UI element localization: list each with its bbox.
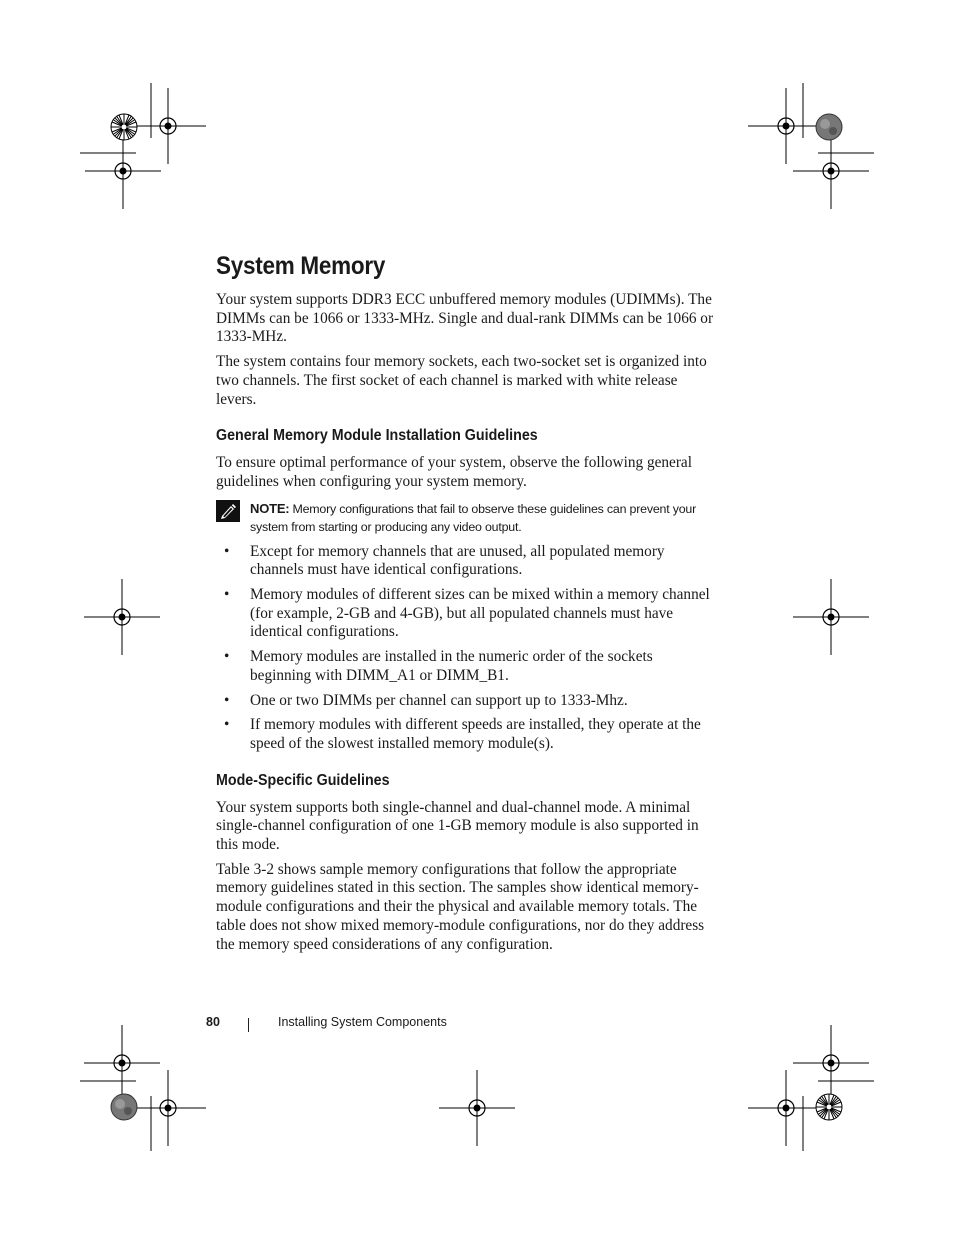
note-text bbox=[250, 500, 716, 537]
list-item-text: If memory modules with different speeds are installed, they operate at the speed of the slowest installed memory module(s). bbox=[250, 716, 701, 752]
footer-section-title: Installing System Components bbox=[278, 1015, 447, 1029]
list-item bbox=[216, 716, 716, 753]
list-item bbox=[216, 692, 716, 711]
bullet-symbol: • bbox=[224, 542, 230, 560]
list-item-text: Except for memory channels that are unused, all populated memory channels must have identical configurations. bbox=[250, 542, 665, 579]
mode-paragraph-1: Your system supports both single-channel and dual-channel mode. A minimal single-channel configuration of one 1-GB memory module is also supported in this mode. bbox=[216, 798, 699, 854]
intro-paragraph-2: The system contains four memory sockets, each two-socket set is organized into two channels. The first socket of each channel is marked with white release levers. bbox=[216, 353, 707, 408]
bullet-symbol: • bbox=[224, 716, 230, 734]
footer-separator bbox=[248, 1018, 249, 1032]
general-guidelines-paragraph: To ensure optimal performance of your system, observe the following general guidelines when configuring your system memory. bbox=[216, 454, 692, 490]
note-callout bbox=[216, 500, 716, 537]
list-item-text: Memory modules of different sizes can be mixed within a memory channel (for example, 2-GB and 4-GB), but all populated channels must have identical configurations. bbox=[250, 586, 710, 641]
bullet-symbol: • bbox=[224, 586, 230, 604]
list-item-text: One or two DIMMs per channel can support up to 1333-Mhz. bbox=[250, 691, 628, 709]
bullet-symbol: • bbox=[224, 648, 230, 666]
guidelines-list bbox=[216, 543, 716, 754]
note-body: Memory configurations that fail to observe these guidelines can prevent your system from starting or producing any video output. bbox=[250, 501, 697, 535]
list-item-text: Memory modules are installed in the numeric order of the sockets beginning with DIMM_A1 or DIMM_B1. bbox=[250, 648, 653, 684]
list-item bbox=[216, 648, 716, 685]
intro-paragraph-1: Your system supports DDR3 ECC unbuffered memory modules (UDIMMs). The DIMMs can be 1066 or 1333-MHz. Single and dual-rank DIMMs can be 1066 or 1333-MHz. bbox=[216, 291, 714, 346]
page-content bbox=[216, 252, 716, 960]
mode-paragraph-2: Table 3-2 shows sample memory configurations that follow the appropriate memory guidelines stated in this section. The samples show identical memory-module configurations and their the physical and available memory totals. The table does not show mixed memory-module configurations, nor do they address the memory speed considerations of any configuration. bbox=[216, 860, 705, 953]
page-number: 80 bbox=[206, 1015, 220, 1029]
note-label: NOTE: bbox=[250, 500, 290, 516]
section-heading-general-guidelines: General Memory Module Installation Guidelines bbox=[216, 427, 538, 445]
pencil-note-icon bbox=[216, 500, 240, 522]
bullet-symbol: • bbox=[224, 691, 230, 709]
section-heading-mode-specific: Mode-Specific Guidelines bbox=[216, 771, 390, 789]
list-item bbox=[216, 543, 716, 580]
list-item bbox=[216, 586, 716, 642]
page-title: System Memory bbox=[216, 252, 386, 280]
